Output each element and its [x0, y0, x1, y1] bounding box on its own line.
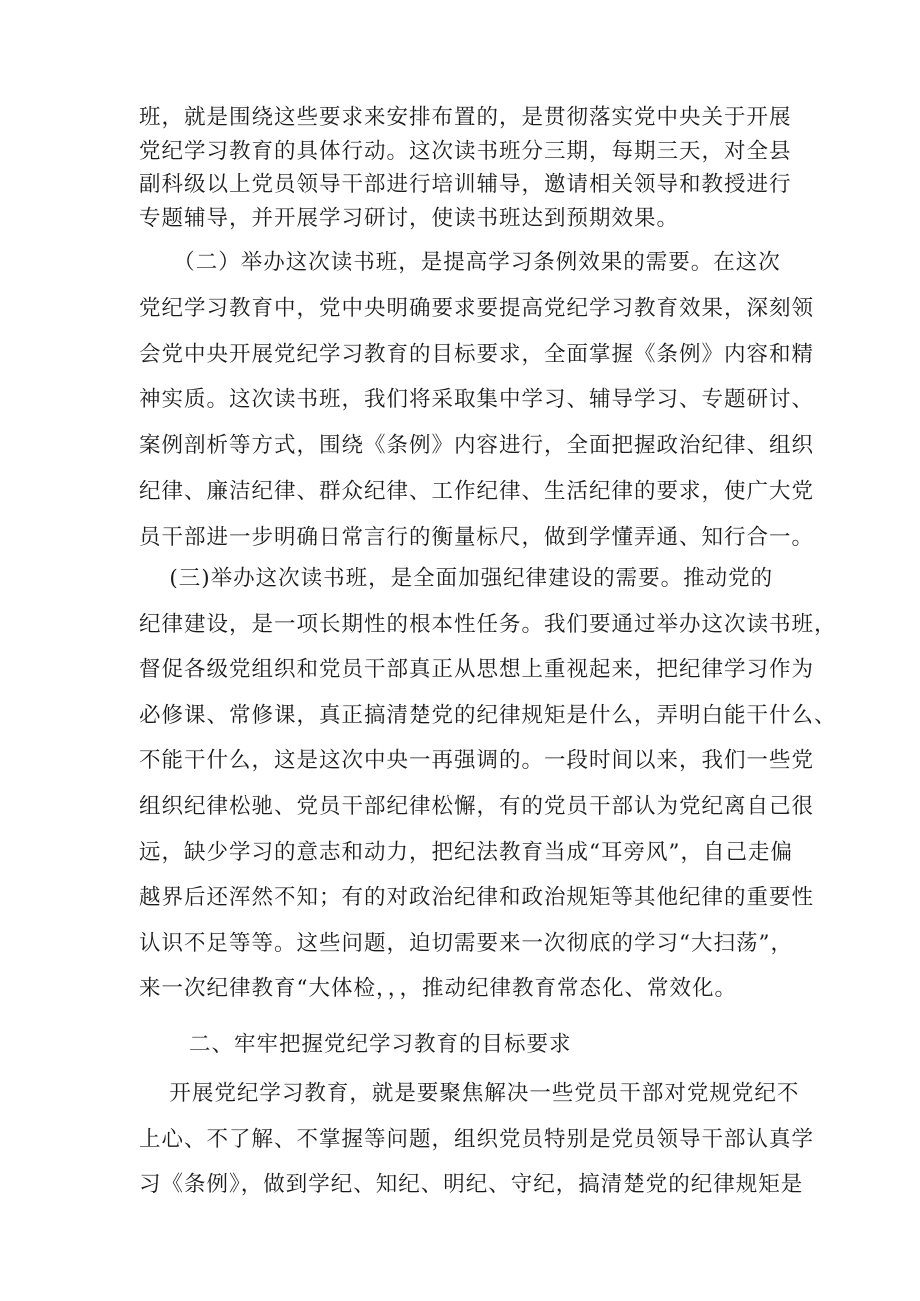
- paragraph-line: 越界后还浑然不知；有的对政治纪律和政治规矩等其他纪律的重要性: [139, 885, 815, 911]
- paragraph-line: 认识不足等等。这些问题，迫切需要来一次彻底的学习“大扫荡”，: [139, 930, 793, 956]
- paragraph-line: 来一次纪律教育“大体检，，，推动纪律教育常态化、常效化。: [139, 976, 737, 1002]
- paragraph-line: 神实质。这次读书班，我们将采取集中学习、辅导学习、专题研讨、: [139, 387, 815, 413]
- paragraph-line: 员干部进一步明确日常言行的衡量标尺，做到学懂弄通、知行合一。: [139, 524, 815, 550]
- paragraph-line: 督促各级党组织和党员干部真正从思想上重视起来，把纪律学习作为: [139, 657, 815, 683]
- paragraph-line: 习《条例》，做到学纪、知纪、明纪、守纪，搞清楚党的纪律规矩是: [139, 1172, 804, 1198]
- paragraph-line: 纪律建设，是一项长期性的根本性任务。我们要通过举办这次读书班，: [139, 611, 837, 637]
- paragraph-1: [139, 101, 792, 235]
- paragraph-line: 专题辅导，并开展学习研讨，使读书班达到预期效果。: [139, 205, 680, 231]
- paragraph-line: 案例剖析等方式，围绕《条例》内容进行，全面把握政治纪律、组织: [139, 433, 815, 459]
- paragraph-line: 开展党纪学习教育，就是要聚焦解决一些党员干部对党规党纪不: [139, 1081, 800, 1106]
- paragraph-line: 党纪学习教育的具体行动。这次读书班分三期，每期三天，对全县: [139, 138, 792, 164]
- paragraph-line: (三)举办这次读书班，是全面加强纪律建设的需要。推动党的: [139, 566, 774, 591]
- paragraph-line: （二）举办这次读书班，是提高学习条例效果的需要。在这次: [139, 250, 781, 275]
- paragraph-line: 不能干什么，这是这次中央一再强调的。一段时间以来，我们一些党: [139, 748, 815, 774]
- section-heading: 二、牢牢把握党纪学习教育的目标要求: [189, 1032, 572, 1057]
- paragraph-line: 党纪学习教育中，党中央明确要求要提高党纪学习教育效果，深刻领: [139, 295, 815, 321]
- paragraph-2: [139, 240, 815, 561]
- paragraph-line: 副科级以上党员领导干部进行培训辅导，邀请相关领导和教授进行: [139, 172, 792, 197]
- paragraph-line: 班，就是围绕这些要求来安排布置的，是贯彻落实党中央关于开展: [139, 105, 792, 130]
- paragraph-line: 会党中央开展党纪学习教育的目标要求，全面掌握《条例》内容和精: [139, 341, 815, 367]
- paragraph-line: 上心、不了解、不掌握等问题，组织党员特别是党员领导干部认真学: [139, 1126, 815, 1152]
- paragraph-4: [139, 1071, 815, 1208]
- paragraph-line: 组织纪律松驰、党员干部纪律松懈，有的党员干部认为党纪离自己很: [139, 793, 815, 819]
- paragraph-line: 远，缺少学习的意志和动力，把纪法教育当成“耳旁风”，自己走偏: [139, 839, 793, 865]
- paragraph-line: 必修课、常修课，真正搞清楚党的纪律规矩是什么，弄明白能干什么、: [139, 702, 837, 728]
- paragraph-3: [139, 556, 837, 1012]
- paragraph-line: 纪律、廉洁纪律、群众纪律、工作纪律、生活纪律的要求，使广大党: [139, 478, 815, 504]
